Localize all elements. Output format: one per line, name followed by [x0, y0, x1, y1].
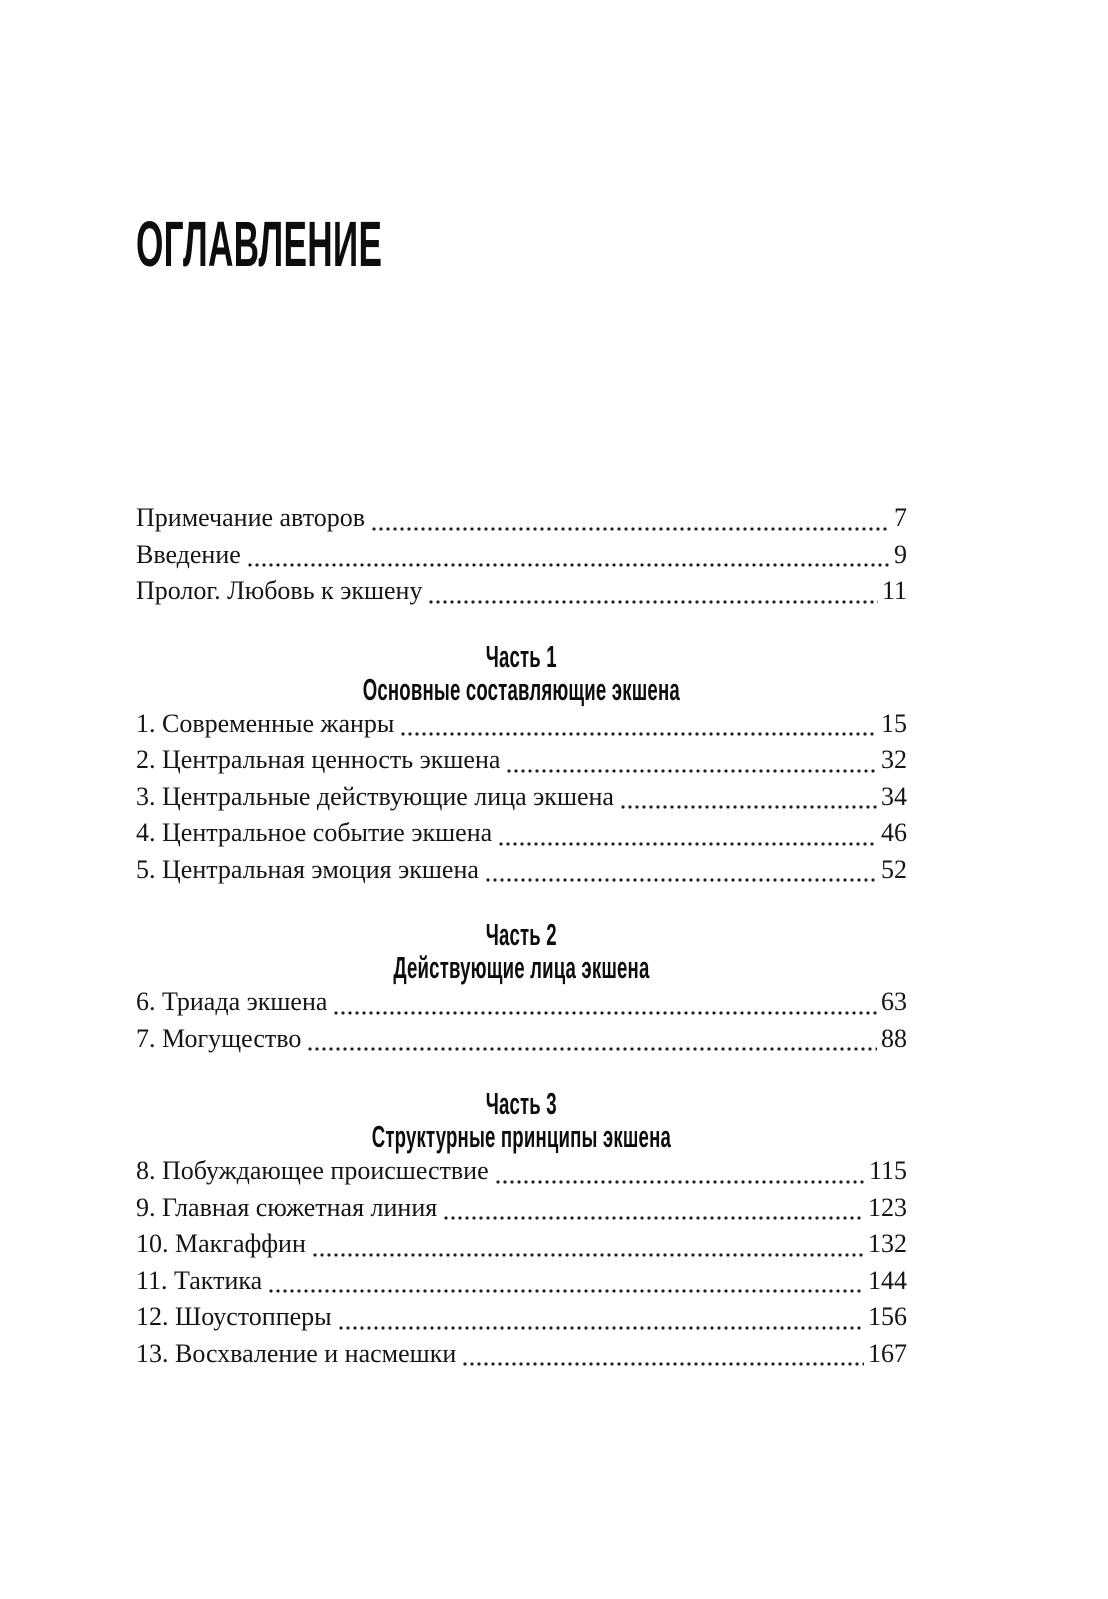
- toc-entry: [136, 779, 907, 816]
- entry-label: 1. Современные жанры: [136, 708, 395, 738]
- entry-page-number: 123: [868, 1192, 907, 1222]
- dot-leader: [338, 1325, 864, 1331]
- entry-page-number: 11: [881, 576, 907, 605]
- entry-label: 9. Главная сюжетная линия: [136, 1192, 438, 1222]
- dot-leader: [371, 526, 890, 532]
- toc-entry: [136, 500, 907, 537]
- entry-label: Пролог. Любовь к экшену: [136, 576, 423, 605]
- table-of-contents: [136, 500, 907, 1372]
- dot-leader: [400, 731, 877, 737]
- entry-page-number: 132: [868, 1229, 907, 1258]
- part-name-text: Часть 3: [485, 1086, 558, 1121]
- chapter-list: [136, 984, 907, 1057]
- part-name-text: Часть 2: [485, 917, 558, 952]
- page-content: [136, 0, 907, 1372]
- dot-leader: [268, 1288, 864, 1294]
- entry-label: 5. Центральная эмоция экшена: [136, 854, 479, 884]
- toc-entry: [136, 1021, 907, 1058]
- dot-leader: [495, 1179, 865, 1185]
- toc-entry: [136, 537, 907, 574]
- chapter-list: [136, 1153, 907, 1372]
- toc-entry: [136, 573, 907, 610]
- part-subtitle-text: Основные составляющие экшена: [362, 671, 681, 707]
- part-name-text: Часть 1: [485, 638, 558, 674]
- entry-label: 10. Макгаффин: [136, 1229, 306, 1258]
- dot-leader: [247, 562, 890, 568]
- page-title: [136, 208, 907, 280]
- entry-label: 7. Могущество: [136, 1023, 302, 1053]
- entry-label: 3. Центральные действующие лица экшена: [136, 781, 614, 811]
- chapter-list: [136, 706, 907, 889]
- part-subtitle: [136, 1120, 907, 1153]
- parts-container: [136, 640, 907, 1373]
- entry-page-number: 32: [881, 745, 907, 774]
- part-name: [136, 640, 907, 673]
- entry-label: 11. Тактика: [136, 1265, 263, 1295]
- toc-entry: [136, 1263, 907, 1300]
- entry-label: 4. Центральное событие экшена: [136, 818, 493, 847]
- entry-page-number: 167: [868, 1338, 907, 1368]
- entry-label: 6. Триада экшена: [136, 987, 328, 1016]
- entry-label: 13. Восхваление и насмешки: [136, 1338, 457, 1368]
- toc-entry: [136, 852, 907, 889]
- page-title-text: ОГЛАВЛЕНИЕ: [136, 208, 383, 280]
- dot-leader: [428, 599, 877, 605]
- entry-label: 2. Центральная ценность экшена: [136, 745, 501, 774]
- entry-label: 8. Побуждающее происшествие: [136, 1156, 489, 1185]
- dot-leader: [312, 1252, 864, 1258]
- part-section: [136, 640, 907, 889]
- toc-entry: [136, 1190, 907, 1227]
- dot-leader: [485, 877, 877, 883]
- entry-label: 12. Шоустопперы: [136, 1302, 332, 1331]
- dot-leader: [333, 1010, 877, 1016]
- entry-label: Введение: [136, 539, 241, 569]
- toc-entry: [136, 1153, 907, 1190]
- entry-page-number: 63: [881, 987, 907, 1016]
- dot-leader: [443, 1215, 864, 1221]
- toc-entry: [136, 706, 907, 743]
- dot-leader: [307, 1046, 877, 1052]
- toc-entry: [136, 742, 907, 779]
- entry-page-number: 46: [881, 818, 907, 847]
- toc-entry: [136, 1336, 907, 1373]
- dot-leader: [498, 841, 877, 847]
- entry-label: Примечание авторов: [136, 503, 365, 532]
- entry-page-number: 144: [868, 1265, 907, 1295]
- part-name: [136, 918, 907, 951]
- entry-page-number: 52: [881, 854, 907, 884]
- part-subtitle-text: Структурные принципы экшена: [371, 1119, 672, 1154]
- dot-leader: [462, 1361, 864, 1367]
- toc-entry: [136, 1226, 907, 1263]
- toc-entry: [136, 984, 907, 1021]
- part-subtitle-text: Действующие лица экшена: [393, 950, 650, 985]
- part-name: [136, 1087, 907, 1120]
- part-section: [136, 918, 907, 1057]
- entry-page-number: 9: [894, 539, 907, 569]
- toc-entry: [136, 1299, 907, 1336]
- dot-leader: [506, 768, 877, 774]
- entry-page-number: 7: [894, 503, 907, 532]
- entry-page-number: 88: [881, 1023, 907, 1053]
- entry-page-number: 34: [881, 781, 907, 811]
- part-section: [136, 1087, 907, 1372]
- part-subtitle: [136, 673, 907, 706]
- front-matter-section: [136, 500, 907, 610]
- part-subtitle: [136, 951, 907, 984]
- entry-page-number: 156: [868, 1302, 907, 1331]
- entry-page-number: 15: [881, 708, 907, 738]
- toc-entry: [136, 815, 907, 852]
- entry-page-number: 115: [868, 1156, 907, 1185]
- dot-leader: [620, 804, 877, 810]
